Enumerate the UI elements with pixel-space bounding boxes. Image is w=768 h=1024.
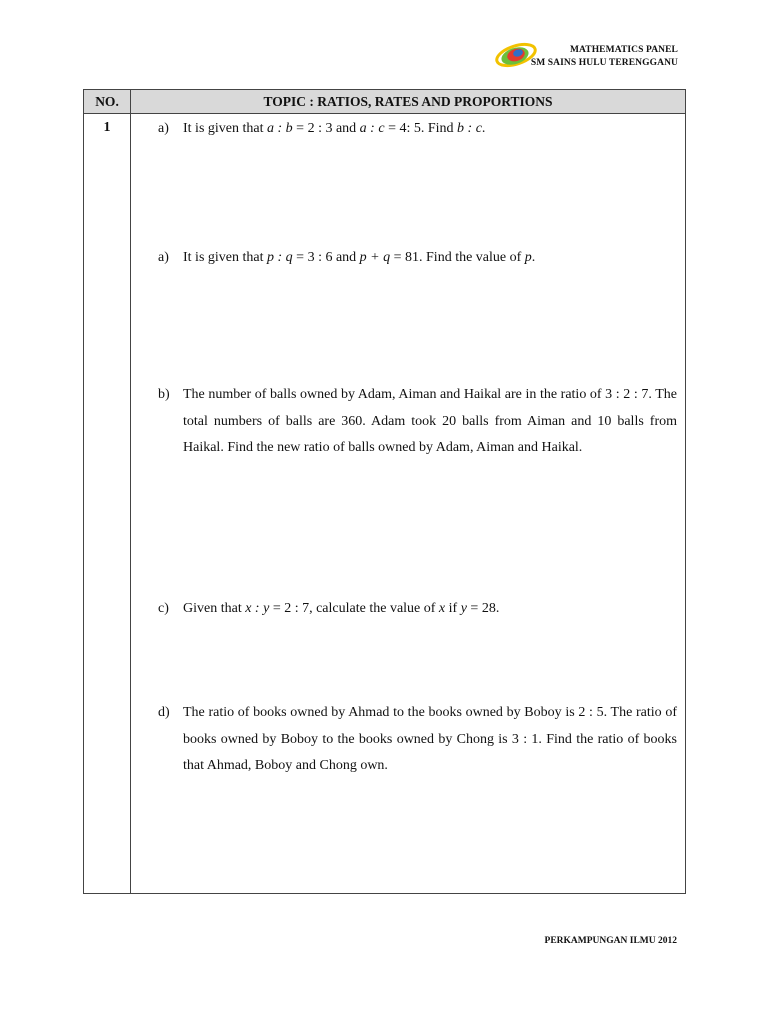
question-item (158, 596, 677, 623)
column-header-topic: TOPIC : RATIOS, RATES AND PROPORTIONS (131, 90, 686, 114)
panel-title: MATHEMATICS PANEL (569, 45, 678, 55)
question-item (158, 700, 677, 780)
item-label: c) (158, 601, 169, 616)
item-text: It is given that a : b = 2 : 3 and a : c = 4: 5. Find b : c. (183, 121, 486, 136)
footer-text: PERKAMPUNGAN ILMU 2012 (544, 936, 677, 946)
item-label: a) (158, 250, 169, 265)
question-item (158, 382, 677, 462)
item-text: The number of balls owned by Adam, Aiman and Haikal are in the ratio of 3 : 2 : 7. The total numbers of balls are 360. Adam took 20 balls from Aiman and 10 balls from Haikal. Find the new ratio of balls owned by Adam, Aiman and Haikal. (183, 387, 677, 455)
item-text: Given that x : y = 2 : 7, calculate the value of x if y = 28. (183, 601, 500, 616)
item-label: b) (158, 387, 170, 402)
item-label: d) (158, 705, 170, 720)
header-text (531, 44, 678, 70)
question-table (83, 89, 686, 894)
question-number: 1 (84, 114, 131, 894)
item-text: It is given that p : q = 3 : 6 and p + q = 81. Find the value of p. (183, 250, 536, 265)
question-item (158, 116, 677, 143)
school-name: SM SAINS HULU TERENGGANU (530, 58, 678, 68)
column-header-no: NO. (84, 90, 131, 114)
item-label: a) (158, 121, 169, 136)
question-body (131, 114, 686, 894)
question-item (158, 245, 677, 272)
item-text: The ratio of books owned by Ahmad to the books owned by Boboy is 2 : 5. The ratio of books owned by Boboy to the books owned by Chong is 3 : 1. Find the ratio of books that Ahmad, Boboy and Chong own. (183, 705, 677, 773)
